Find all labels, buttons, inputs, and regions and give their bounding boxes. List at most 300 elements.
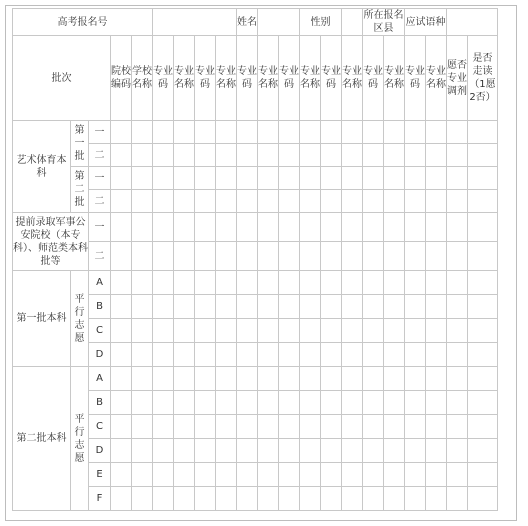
entry-cell[interactable] [216, 190, 237, 213]
entry-cell[interactable] [258, 213, 279, 242]
entry-cell[interactable] [468, 463, 498, 487]
entry-cell[interactable] [405, 367, 426, 391]
entry-cell[interactable] [321, 319, 342, 343]
entry-cell[interactable] [321, 167, 342, 190]
entry-cell[interactable] [258, 415, 279, 439]
entry-cell[interactable] [405, 144, 426, 167]
entry-cell[interactable] [258, 367, 279, 391]
entry-cell[interactable] [342, 439, 363, 463]
entry-cell[interactable] [258, 190, 279, 213]
entry-cell[interactable] [468, 391, 498, 415]
entry-cell[interactable] [405, 295, 426, 319]
entry-cell[interactable] [342, 213, 363, 242]
entry-cell[interactable] [216, 367, 237, 391]
entry-cell[interactable] [426, 121, 447, 144]
entry-cell[interactable] [132, 295, 153, 319]
entry-cell[interactable] [321, 213, 342, 242]
entry-cell[interactable] [111, 463, 132, 487]
major-code-header: 专业码 [153, 36, 174, 121]
entry-cell[interactable] [405, 213, 426, 242]
entry-cell[interactable] [132, 415, 153, 439]
entry-cell[interactable] [153, 343, 174, 367]
entry-cell[interactable] [237, 463, 258, 487]
entry-cell[interactable] [384, 213, 405, 242]
entry-cell[interactable] [195, 415, 216, 439]
entry-cell[interactable] [279, 213, 300, 242]
entry-cell[interactable] [216, 487, 237, 511]
entry-cell[interactable] [447, 487, 468, 511]
entry-cell[interactable] [195, 439, 216, 463]
entry-cell[interactable] [321, 190, 342, 213]
entry-cell[interactable] [300, 319, 321, 343]
entry-cell[interactable] [111, 121, 132, 144]
entry-cell[interactable] [468, 190, 498, 213]
entry-cell[interactable] [153, 190, 174, 213]
entry-cell[interactable] [111, 295, 132, 319]
entry-cell[interactable] [279, 295, 300, 319]
entry-cell[interactable] [258, 295, 279, 319]
entry-cell[interactable] [363, 487, 384, 511]
entry-cell[interactable] [384, 367, 405, 391]
entry-cell[interactable] [426, 144, 447, 167]
entry-cell[interactable] [237, 367, 258, 391]
entry-cell[interactable] [174, 121, 195, 144]
entry-cell[interactable] [300, 295, 321, 319]
entry-cell[interactable] [132, 319, 153, 343]
entry-cell[interactable] [174, 415, 195, 439]
entry-cell[interactable] [279, 415, 300, 439]
round-label: 二 [89, 144, 111, 167]
entry-cell[interactable] [300, 391, 321, 415]
entry-cell[interactable] [300, 242, 321, 271]
entry-cell[interactable] [363, 415, 384, 439]
entry-cell[interactable] [132, 167, 153, 190]
entry-cell[interactable] [405, 271, 426, 295]
entry-cell[interactable] [405, 487, 426, 511]
entry-cell[interactable] [426, 367, 447, 391]
entry-cell[interactable] [153, 487, 174, 511]
entry-cell[interactable] [447, 295, 468, 319]
entry-cell[interactable] [321, 343, 342, 367]
entry-cell[interactable] [195, 213, 216, 242]
entry-cell[interactable] [363, 343, 384, 367]
entry-cell[interactable] [363, 295, 384, 319]
entry-cell[interactable] [132, 391, 153, 415]
entry-cell[interactable] [342, 391, 363, 415]
entry-cell[interactable] [237, 271, 258, 295]
entry-cell[interactable] [405, 415, 426, 439]
entry-cell[interactable] [405, 167, 426, 190]
entry-cell[interactable] [153, 121, 174, 144]
entry-cell[interactable] [468, 144, 498, 167]
entry-cell[interactable] [384, 319, 405, 343]
entry-cell[interactable] [300, 271, 321, 295]
entry-cell[interactable] [426, 463, 447, 487]
entry-cell[interactable] [216, 167, 237, 190]
entry-cell[interactable] [363, 439, 384, 463]
entry-cell[interactable] [174, 213, 195, 242]
entry-cell[interactable] [342, 343, 363, 367]
entry-cell[interactable] [153, 242, 174, 271]
entry-cell[interactable] [468, 487, 498, 511]
entry-cell[interactable] [405, 343, 426, 367]
entry-cell[interactable] [321, 144, 342, 167]
entry-cell[interactable] [111, 213, 132, 242]
entry-cell[interactable] [426, 213, 447, 242]
entry-cell[interactable] [321, 367, 342, 391]
entry-cell[interactable] [426, 295, 447, 319]
entry-cell[interactable] [342, 415, 363, 439]
entry-cell[interactable] [279, 121, 300, 144]
entry-cell[interactable] [405, 463, 426, 487]
entry-cell[interactable] [174, 487, 195, 511]
entry-cell[interactable] [216, 463, 237, 487]
entry-cell[interactable] [447, 391, 468, 415]
exam-id-value[interactable] [153, 9, 237, 36]
entry-cell[interactable] [363, 391, 384, 415]
major-name-header: 专业名称 [174, 36, 195, 121]
entry-cell[interactable] [447, 213, 468, 242]
slot-label: D [89, 439, 111, 463]
table-row [13, 367, 498, 391]
entry-cell[interactable] [405, 242, 426, 271]
entry-cell[interactable] [279, 190, 300, 213]
entry-cell[interactable] [237, 144, 258, 167]
entry-cell[interactable] [468, 415, 498, 439]
entry-cell[interactable] [174, 439, 195, 463]
entry-cell[interactable] [216, 144, 237, 167]
entry-cell[interactable] [468, 242, 498, 271]
entry-cell[interactable] [111, 167, 132, 190]
entry-cell[interactable] [132, 190, 153, 213]
entry-cell[interactable] [174, 319, 195, 343]
entry-cell[interactable] [426, 391, 447, 415]
entry-cell[interactable] [321, 295, 342, 319]
entry-cell[interactable] [153, 463, 174, 487]
entry-cell[interactable] [405, 319, 426, 343]
entry-cell[interactable] [153, 367, 174, 391]
entry-cell[interactable] [195, 487, 216, 511]
entry-cell[interactable] [258, 144, 279, 167]
entry-cell[interactable] [258, 487, 279, 511]
entry-cell[interactable] [300, 439, 321, 463]
entry-cell[interactable] [363, 121, 384, 144]
entry-cell[interactable] [363, 271, 384, 295]
entry-cell[interactable] [468, 167, 498, 190]
entry-cell[interactable] [174, 242, 195, 271]
entry-cell[interactable] [363, 190, 384, 213]
entry-cell[interactable] [174, 463, 195, 487]
entry-cell[interactable] [216, 295, 237, 319]
entry-cell[interactable] [132, 121, 153, 144]
entry-cell[interactable] [321, 271, 342, 295]
entry-cell[interactable] [174, 271, 195, 295]
entry-cell[interactable] [447, 190, 468, 213]
entry-cell[interactable] [321, 242, 342, 271]
entry-cell[interactable] [342, 463, 363, 487]
entry-cell[interactable] [195, 295, 216, 319]
entry-cell[interactable] [132, 144, 153, 167]
entry-cell[interactable] [174, 144, 195, 167]
entry-cell[interactable] [279, 463, 300, 487]
entry-cell[interactable] [468, 295, 498, 319]
entry-cell[interactable] [300, 463, 321, 487]
entry-cell[interactable] [342, 487, 363, 511]
entry-cell[interactable] [153, 415, 174, 439]
major-name-header: 专业名称 [342, 36, 363, 121]
entry-cell[interactable] [216, 391, 237, 415]
entry-cell[interactable] [195, 167, 216, 190]
entry-cell[interactable] [237, 295, 258, 319]
entry-cell[interactable] [363, 367, 384, 391]
entry-cell[interactable] [195, 271, 216, 295]
entry-cell[interactable] [342, 367, 363, 391]
entry-cell[interactable] [111, 242, 132, 271]
entry-cell[interactable] [468, 439, 498, 463]
entry-cell[interactable] [216, 439, 237, 463]
district-label: 所在报名区县 [363, 10, 404, 34]
entry-cell[interactable] [111, 487, 132, 511]
entry-cell[interactable] [195, 367, 216, 391]
entry-cell[interactable] [342, 167, 363, 190]
entry-cell[interactable] [258, 439, 279, 463]
entry-cell[interactable] [447, 439, 468, 463]
entry-cell[interactable] [279, 167, 300, 190]
entry-cell[interactable] [321, 487, 342, 511]
entry-cell[interactable] [426, 319, 447, 343]
entry-cell[interactable] [342, 271, 363, 295]
entry-cell[interactable] [363, 167, 384, 190]
entry-cell[interactable] [300, 121, 321, 144]
entry-cell[interactable] [279, 319, 300, 343]
entry-cell[interactable] [384, 439, 405, 463]
entry-cell[interactable] [195, 463, 216, 487]
entry-cell[interactable] [384, 167, 405, 190]
entry-cell[interactable] [321, 415, 342, 439]
entry-cell[interactable] [363, 463, 384, 487]
entry-cell[interactable] [426, 167, 447, 190]
entry-cell[interactable] [384, 144, 405, 167]
entry-cell[interactable] [174, 343, 195, 367]
entry-cell[interactable] [300, 213, 321, 242]
entry-cell[interactable] [195, 391, 216, 415]
entry-cell[interactable] [153, 295, 174, 319]
entry-cell[interactable] [237, 190, 258, 213]
entry-cell[interactable] [300, 415, 321, 439]
entry-cell[interactable] [279, 242, 300, 271]
entry-cell[interactable] [111, 367, 132, 391]
entry-cell[interactable] [321, 121, 342, 144]
entry-cell[interactable] [216, 319, 237, 343]
entry-cell[interactable] [342, 242, 363, 271]
entry-cell[interactable] [132, 487, 153, 511]
entry-cell[interactable] [468, 213, 498, 242]
entry-cell[interactable] [321, 463, 342, 487]
entry-cell[interactable] [132, 271, 153, 295]
entry-cell[interactable] [447, 463, 468, 487]
entry-cell[interactable] [237, 415, 258, 439]
entry-cell[interactable] [342, 295, 363, 319]
entry-cell[interactable] [258, 319, 279, 343]
entry-cell[interactable] [237, 121, 258, 144]
entry-cell[interactable] [405, 121, 426, 144]
entry-cell[interactable] [468, 367, 498, 391]
entry-cell[interactable] [237, 213, 258, 242]
entry-cell[interactable] [384, 391, 405, 415]
entry-cell[interactable] [237, 167, 258, 190]
entry-cell[interactable] [153, 144, 174, 167]
entry-cell[interactable] [258, 391, 279, 415]
entry-cell[interactable] [468, 271, 498, 295]
entry-cell[interactable] [237, 319, 258, 343]
entry-cell[interactable] [258, 343, 279, 367]
entry-cell[interactable] [426, 487, 447, 511]
entry-cell[interactable] [279, 367, 300, 391]
entry-cell[interactable] [447, 367, 468, 391]
entry-cell[interactable] [216, 121, 237, 144]
entry-cell[interactable] [321, 391, 342, 415]
entry-cell[interactable] [384, 487, 405, 511]
entry-cell[interactable] [300, 167, 321, 190]
entry-cell[interactable] [447, 343, 468, 367]
entry-cell[interactable] [153, 391, 174, 415]
entry-cell[interactable] [300, 190, 321, 213]
entry-cell[interactable] [216, 271, 237, 295]
entry-cell[interactable] [342, 319, 363, 343]
entry-cell[interactable] [195, 190, 216, 213]
entry-cell[interactable] [216, 343, 237, 367]
entry-cell[interactable] [153, 271, 174, 295]
entry-cell[interactable] [405, 439, 426, 463]
entry-cell[interactable] [174, 167, 195, 190]
entry-cell[interactable] [300, 343, 321, 367]
entry-cell[interactable] [447, 271, 468, 295]
gender-value[interactable] [342, 9, 363, 36]
exam-language-value[interactable] [447, 9, 498, 36]
entry-cell[interactable] [174, 391, 195, 415]
entry-cell[interactable] [153, 167, 174, 190]
slot-label: C [89, 319, 111, 343]
entry-cell[interactable] [447, 144, 468, 167]
entry-cell[interactable] [384, 242, 405, 271]
entry-cell[interactable] [279, 144, 300, 167]
entry-cell[interactable] [426, 439, 447, 463]
entry-cell[interactable] [405, 190, 426, 213]
entry-cell[interactable] [237, 391, 258, 415]
entry-cell[interactable] [279, 271, 300, 295]
entry-cell[interactable] [237, 343, 258, 367]
entry-cell[interactable] [447, 415, 468, 439]
entry-cell[interactable] [195, 242, 216, 271]
entry-cell[interactable] [279, 487, 300, 511]
entry-cell[interactable] [384, 463, 405, 487]
entry-cell[interactable] [384, 121, 405, 144]
entry-cell[interactable] [321, 439, 342, 463]
entry-cell[interactable] [174, 367, 195, 391]
entry-cell[interactable] [426, 190, 447, 213]
entry-cell[interactable] [342, 121, 363, 144]
entry-cell[interactable] [153, 439, 174, 463]
entry-cell[interactable] [174, 190, 195, 213]
entry-cell[interactable] [132, 242, 153, 271]
entry-cell[interactable] [342, 144, 363, 167]
entry-cell[interactable] [258, 121, 279, 144]
entry-cell[interactable] [237, 439, 258, 463]
entry-cell[interactable] [258, 242, 279, 271]
entry-cell[interactable] [111, 391, 132, 415]
entry-cell[interactable] [300, 144, 321, 167]
entry-cell[interactable] [279, 439, 300, 463]
entry-cell[interactable] [447, 121, 468, 144]
entry-cell[interactable] [384, 190, 405, 213]
entry-cell[interactable] [258, 167, 279, 190]
entry-cell[interactable] [216, 242, 237, 271]
entry-cell[interactable] [300, 367, 321, 391]
entry-cell[interactable] [384, 415, 405, 439]
entry-cell[interactable] [195, 319, 216, 343]
entry-cell[interactable] [468, 121, 498, 144]
entry-cell[interactable] [447, 167, 468, 190]
entry-cell[interactable] [195, 144, 216, 167]
entry-cell[interactable] [111, 415, 132, 439]
entry-cell[interactable] [279, 343, 300, 367]
entry-cell[interactable] [216, 213, 237, 242]
entry-cell[interactable] [363, 242, 384, 271]
entry-cell[interactable] [363, 213, 384, 242]
entry-cell[interactable] [447, 242, 468, 271]
entry-cell[interactable] [300, 487, 321, 511]
entry-cell[interactable] [153, 213, 174, 242]
entry-cell[interactable] [111, 271, 132, 295]
entry-cell[interactable] [405, 391, 426, 415]
entry-cell[interactable] [111, 319, 132, 343]
entry-cell[interactable] [153, 319, 174, 343]
entry-cell[interactable] [111, 439, 132, 463]
entry-cell[interactable] [132, 367, 153, 391]
entry-cell[interactable] [447, 319, 468, 343]
entry-cell[interactable] [468, 343, 498, 367]
entry-cell[interactable] [384, 343, 405, 367]
entry-cell[interactable] [426, 415, 447, 439]
entry-cell[interactable] [111, 190, 132, 213]
entry-cell[interactable] [279, 391, 300, 415]
entry-cell[interactable] [132, 343, 153, 367]
entry-cell[interactable] [426, 242, 447, 271]
entry-cell[interactable] [342, 190, 363, 213]
entry-cell[interactable] [426, 343, 447, 367]
entry-cell[interactable] [111, 144, 132, 167]
entry-cell[interactable] [216, 415, 237, 439]
entry-cell[interactable] [468, 319, 498, 343]
entry-cell[interactable] [363, 319, 384, 343]
entry-cell[interactable] [237, 487, 258, 511]
entry-cell[interactable] [384, 295, 405, 319]
name-value[interactable] [258, 9, 300, 36]
entry-cell[interactable] [237, 242, 258, 271]
entry-cell[interactable] [426, 271, 447, 295]
entry-cell[interactable] [132, 439, 153, 463]
entry-cell[interactable] [363, 144, 384, 167]
entry-cell[interactable] [132, 463, 153, 487]
entry-cell[interactable] [195, 121, 216, 144]
entry-cell[interactable] [384, 271, 405, 295]
entry-cell[interactable] [174, 295, 195, 319]
entry-cell[interactable] [258, 271, 279, 295]
entry-cell[interactable] [111, 343, 132, 367]
entry-cell[interactable] [258, 463, 279, 487]
entry-cell[interactable] [132, 213, 153, 242]
entry-cell[interactable] [195, 343, 216, 367]
